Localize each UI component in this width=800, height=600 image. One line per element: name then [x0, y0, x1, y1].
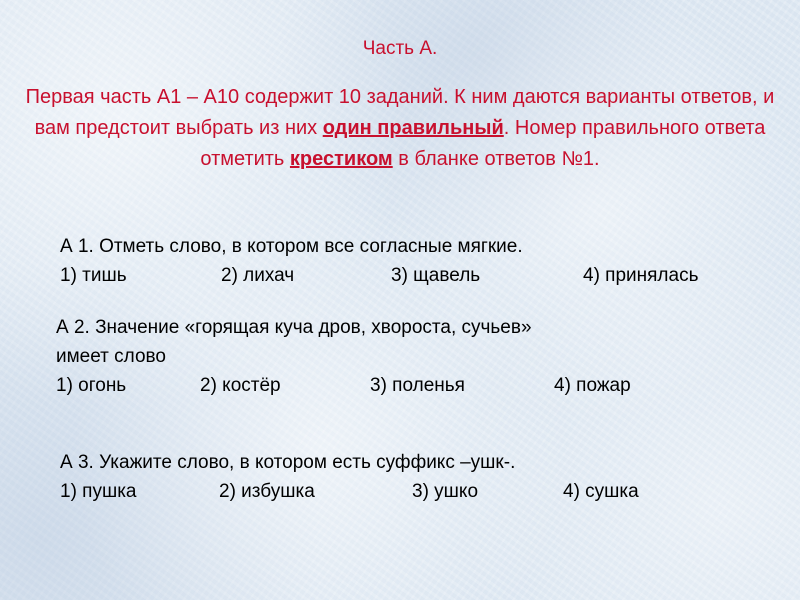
answer-option: 2) лихач [221, 265, 295, 286]
answer-option: 4) принялась [583, 265, 699, 286]
question-a1-text: А 1. Отметь слово, в котором все согласные мягкие. [60, 236, 523, 257]
answer-option: 1) тишь [60, 265, 127, 286]
intro-paragraph [20, 82, 780, 175]
slide-title: Часть А. [362, 38, 438, 59]
intro-emphasis-one-correct: один правильный [322, 117, 504, 139]
question-a3 [60, 448, 760, 506]
answer-option: 2) костёр [200, 375, 281, 396]
question-a3-options [60, 477, 760, 506]
question-a2-text-line1: А 2. Значение «горящая куча дров, хвороста, сучьев» [56, 317, 532, 338]
question-a2 [56, 313, 756, 400]
intro-text-3: в бланке ответов №1. [392, 148, 600, 170]
answer-option: 3) поленья [370, 375, 465, 396]
intro-text-1: Первая часть А1 – А10 содержит 10 заданий. К ним даются варианты ответов, и вам предстоит выбрать из них [25, 86, 775, 139]
question-a2-options [56, 371, 756, 400]
question-a1-options [60, 261, 770, 290]
answer-option: 4) сушка [563, 481, 639, 502]
answer-option: 2) избушка [219, 481, 315, 502]
question-a1 [60, 232, 770, 290]
answer-option: 3) ушко [412, 481, 479, 502]
intro-text-2: . Номер правильного ответа отметить [200, 117, 766, 170]
answer-option: 4) пожар [554, 375, 631, 396]
intro-emphasis-cross: крестиком [289, 148, 393, 170]
question-a2-text-line2: имеет слово [56, 346, 166, 367]
answer-option: 3) щавель [391, 265, 481, 286]
answer-option: 1) пушка [60, 481, 137, 502]
question-a3-text: А 3. Укажите слово, в котором есть суффикс –ушк-. [60, 452, 516, 473]
answer-option: 1) огонь [56, 375, 127, 396]
